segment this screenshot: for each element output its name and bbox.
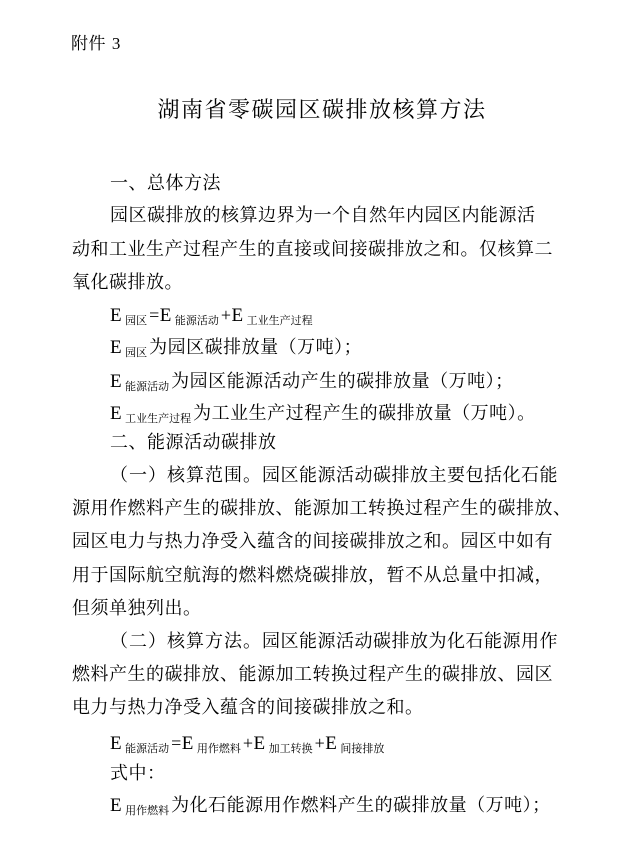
formula-park-emissions: E园区 =E 能源活动 +E 工业生产过程 bbox=[110, 305, 313, 327]
subsection-2-line-2: 燃料产生的碳排放、能源加工转换过程产生的碳排放、园区 bbox=[72, 664, 553, 685]
definition-park: E园区 为园区碳排放量（万吨）； bbox=[110, 337, 363, 359]
subsection-1-line-2: 源用作燃料产生的碳排放、能源加工转换过程产生的碳排放、 bbox=[72, 498, 572, 519]
subsection-2-line-1: （二）核算方法。园区能源活动碳排放为化石能源用作 bbox=[110, 631, 558, 652]
section-1-heading: 一、总体方法 bbox=[110, 173, 221, 194]
subsection-1-line-5: 但须单独列出。 bbox=[72, 598, 202, 619]
subsection-1-line-3: 园区电力与热力净受入蕴含的间接碳排放之和。园区中如有 bbox=[72, 531, 553, 552]
definition-energy-activity: E能源活动 为园区能源活动产生的碳排放量（万吨）； bbox=[110, 371, 514, 393]
section-1-paragraph-line-1: 园区碳排放的核算边界为一个自然年内园区内能源活 bbox=[110, 205, 536, 226]
subsection-1-line-1: （一）核算范围。园区能源活动碳排放主要包括化石能 bbox=[110, 465, 558, 486]
subsection-1-line-4: 用于国际航空航海的燃料燃烧碳排放，暂不从总量中扣减， bbox=[72, 565, 553, 586]
attachment-number: 3 bbox=[111, 34, 121, 53]
formula-energy-activity: E能源活动 =E 用作燃料 +E 加工转换 +E 间接排放 bbox=[110, 733, 385, 755]
where-label: 式中： bbox=[110, 763, 166, 784]
section-1-paragraph-line-3: 氧化碳排放。 bbox=[72, 272, 183, 293]
section-1-paragraph-line-2: 动和工业生产过程产生的直接或间接碳排放之和。仅核算二 bbox=[72, 239, 553, 260]
definition-fuel-use: E用作燃料 为化石能源用作燃料产生的碳排放量（万吨）； bbox=[110, 795, 551, 817]
subsection-2-label: （二）核算方法。 bbox=[110, 631, 262, 652]
attachment-label bbox=[71, 32, 121, 56]
definition-industrial-process: E工业生产过程 为工业生产过程产生的碳排放量（万吨）。 bbox=[110, 403, 536, 425]
attachment-prefix: 附件 bbox=[71, 34, 106, 54]
document-title: 湖南省零碳园区碳排放核算方法 bbox=[157, 98, 487, 123]
section-2-heading: 二、能源活动碳排放 bbox=[110, 432, 277, 453]
subsection-2-line-3: 电力与热力净受入蕴含的间接碳排放之和。 bbox=[72, 697, 424, 718]
subsection-1-label: （一）核算范围。 bbox=[110, 465, 262, 486]
